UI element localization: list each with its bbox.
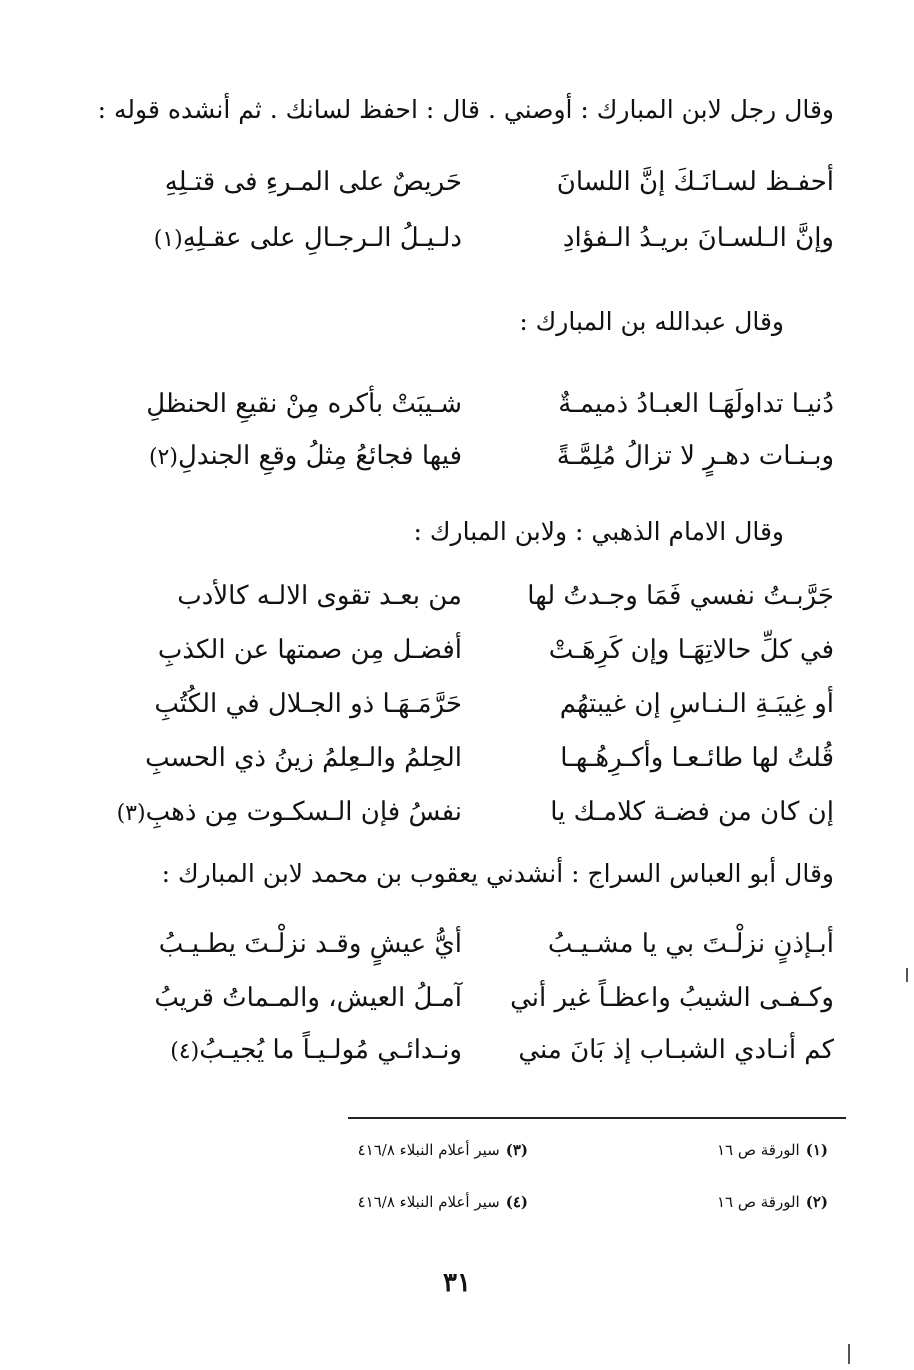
- section-heading: وقال الامام الذهبي : ولابن المبارك :: [413, 517, 784, 546]
- footnote: [358, 1139, 528, 1161]
- intro-text: وقال رجل لابن المبارك : أوصني . قال : احفظ لسانك . ثم أنشده قوله :: [97, 95, 834, 124]
- verse-line: [134, 684, 834, 724]
- verse-second-hemistich: حَرَّمَـهَـا ذو الجـلال في الكُتُبِ: [154, 689, 462, 719]
- verse-first-hemistich: إن كان من فضـة كلامـك يا: [550, 797, 834, 827]
- verse-first-hemistich: جَرَّبـتُ نفسي فَمَا وجـدتُ لها: [527, 581, 834, 611]
- verse-line: [116, 792, 834, 832]
- verse-first-hemistich: قُلتُ لها طائـعـا وأكـرِهُـهـا: [560, 743, 834, 773]
- footnote-number: (١): [805, 1141, 828, 1159]
- footnote-reference: (٤): [170, 1039, 200, 1064]
- verse-line: [134, 436, 834, 476]
- verse-line: [134, 630, 834, 670]
- verse-line: [134, 218, 834, 258]
- footnote-number: (٢): [805, 1193, 828, 1211]
- verse-line: [134, 1030, 834, 1070]
- footnote-text: الورقة ص ١٦: [716, 1193, 800, 1211]
- verse-first-hemistich: كم أنـادي الشبـاب إذ بَانَ مني: [518, 1035, 834, 1065]
- verse-line: [134, 576, 834, 616]
- verse-second-hemistich: شـيبَتْ بأكره مِنْ نقيعِ الحنظلِ: [146, 389, 462, 419]
- footnote-number: (٣): [505, 1141, 528, 1159]
- verse-second-hemistich: دلـيـلُ الـرجـالِ على عقـلِهِ(١): [153, 223, 462, 253]
- verse-first-hemistich: وإنَّ الـلسـانَ بريـدُ الـفؤادِ: [562, 223, 834, 253]
- verse-first-hemistich: أحفـظ لسـانَـكَ إنَّ اللسانَ: [556, 167, 834, 197]
- verse-second-hemistich: ونـدائـي مُولـيـاً ما يُجيـبُ(٤): [170, 1035, 462, 1065]
- footnote-reference: (٣): [116, 801, 146, 826]
- scan-speck: [848, 1344, 850, 1364]
- footnote-number: (٤): [505, 1193, 528, 1211]
- verse-second-hemistich: فيها فجائعُ مِثلُ وقعِ الجندلِ(٢): [148, 441, 462, 471]
- verse-first-hemistich: أبـإذنٍ نزلْـتَ بي يا مشـيـبُ: [547, 929, 834, 959]
- scan-speck: [906, 968, 908, 982]
- verse-second-hemistich: الحِلمُ والـعِلمُ زينُ ذي الحسبِ: [145, 743, 462, 773]
- verse-second-hemistich: أفضـل مِن صمتها عن الكذبِ: [157, 635, 462, 665]
- verse-first-hemistich: وكـفـى الشيبُ واعظـاً غير أني: [510, 983, 834, 1013]
- verse-second-hemistich: آمـلُ العيش، والمـماتُ قريبُ: [154, 983, 462, 1013]
- verse-first-hemistich: وبـنـات دهـرٍ لا تزالُ مُلِمَّـةً: [556, 441, 834, 471]
- footnote-divider: [348, 1117, 846, 1119]
- footnote-text: الورقة ص ١٦: [716, 1141, 800, 1159]
- footnote-text: سير أعلام النبلاء ٤١٦/٨: [357, 1193, 500, 1211]
- verse-line: [134, 924, 834, 964]
- section-heading: وقال أبو العباس السراج : أنشدني يعقوب بن محمد لابن المبارك :: [161, 859, 834, 888]
- section-heading: وقال عبدالله بن المبارك :: [519, 307, 784, 336]
- verse-first-hemistich: في كلِّ حالاتِهَـا وإن كَرِهَـتْ: [548, 635, 834, 665]
- footnote: [717, 1191, 828, 1213]
- verse-second-hemistich: من بعـد تقوى الالـه كالأدب: [177, 581, 462, 611]
- verse-line: [134, 162, 834, 202]
- verse-second-hemistich: حَريصٌ على المـرءِ فى قتـلِهِ: [164, 167, 462, 197]
- verse-second-hemistich: نفسُ فإن الـسكـوت مِن ذهبِ(٣): [116, 797, 462, 827]
- footnote: [717, 1139, 828, 1161]
- footnote: [358, 1191, 528, 1213]
- verse-line: [134, 738, 834, 778]
- verse-line: [134, 384, 834, 424]
- page-number: ٣١: [443, 1268, 471, 1298]
- footnote-reference: (٢): [148, 445, 178, 470]
- verse-first-hemistich: أو غِيبَـةِ الـنـاسِ إن غيبتهُم: [559, 689, 834, 719]
- footnote-text: سير أعلام النبلاء ٤١٦/٨: [357, 1141, 500, 1159]
- verse-first-hemistich: دُنيـا تداولَهَـا العبـادُ ذميمـةٌ: [558, 389, 834, 419]
- footnote-reference: (١): [153, 227, 183, 252]
- verse-second-hemistich: أيُّ عيشٍ وقـد نزلْـتَ يطـيـبُ: [158, 929, 462, 959]
- verse-line: [134, 978, 834, 1018]
